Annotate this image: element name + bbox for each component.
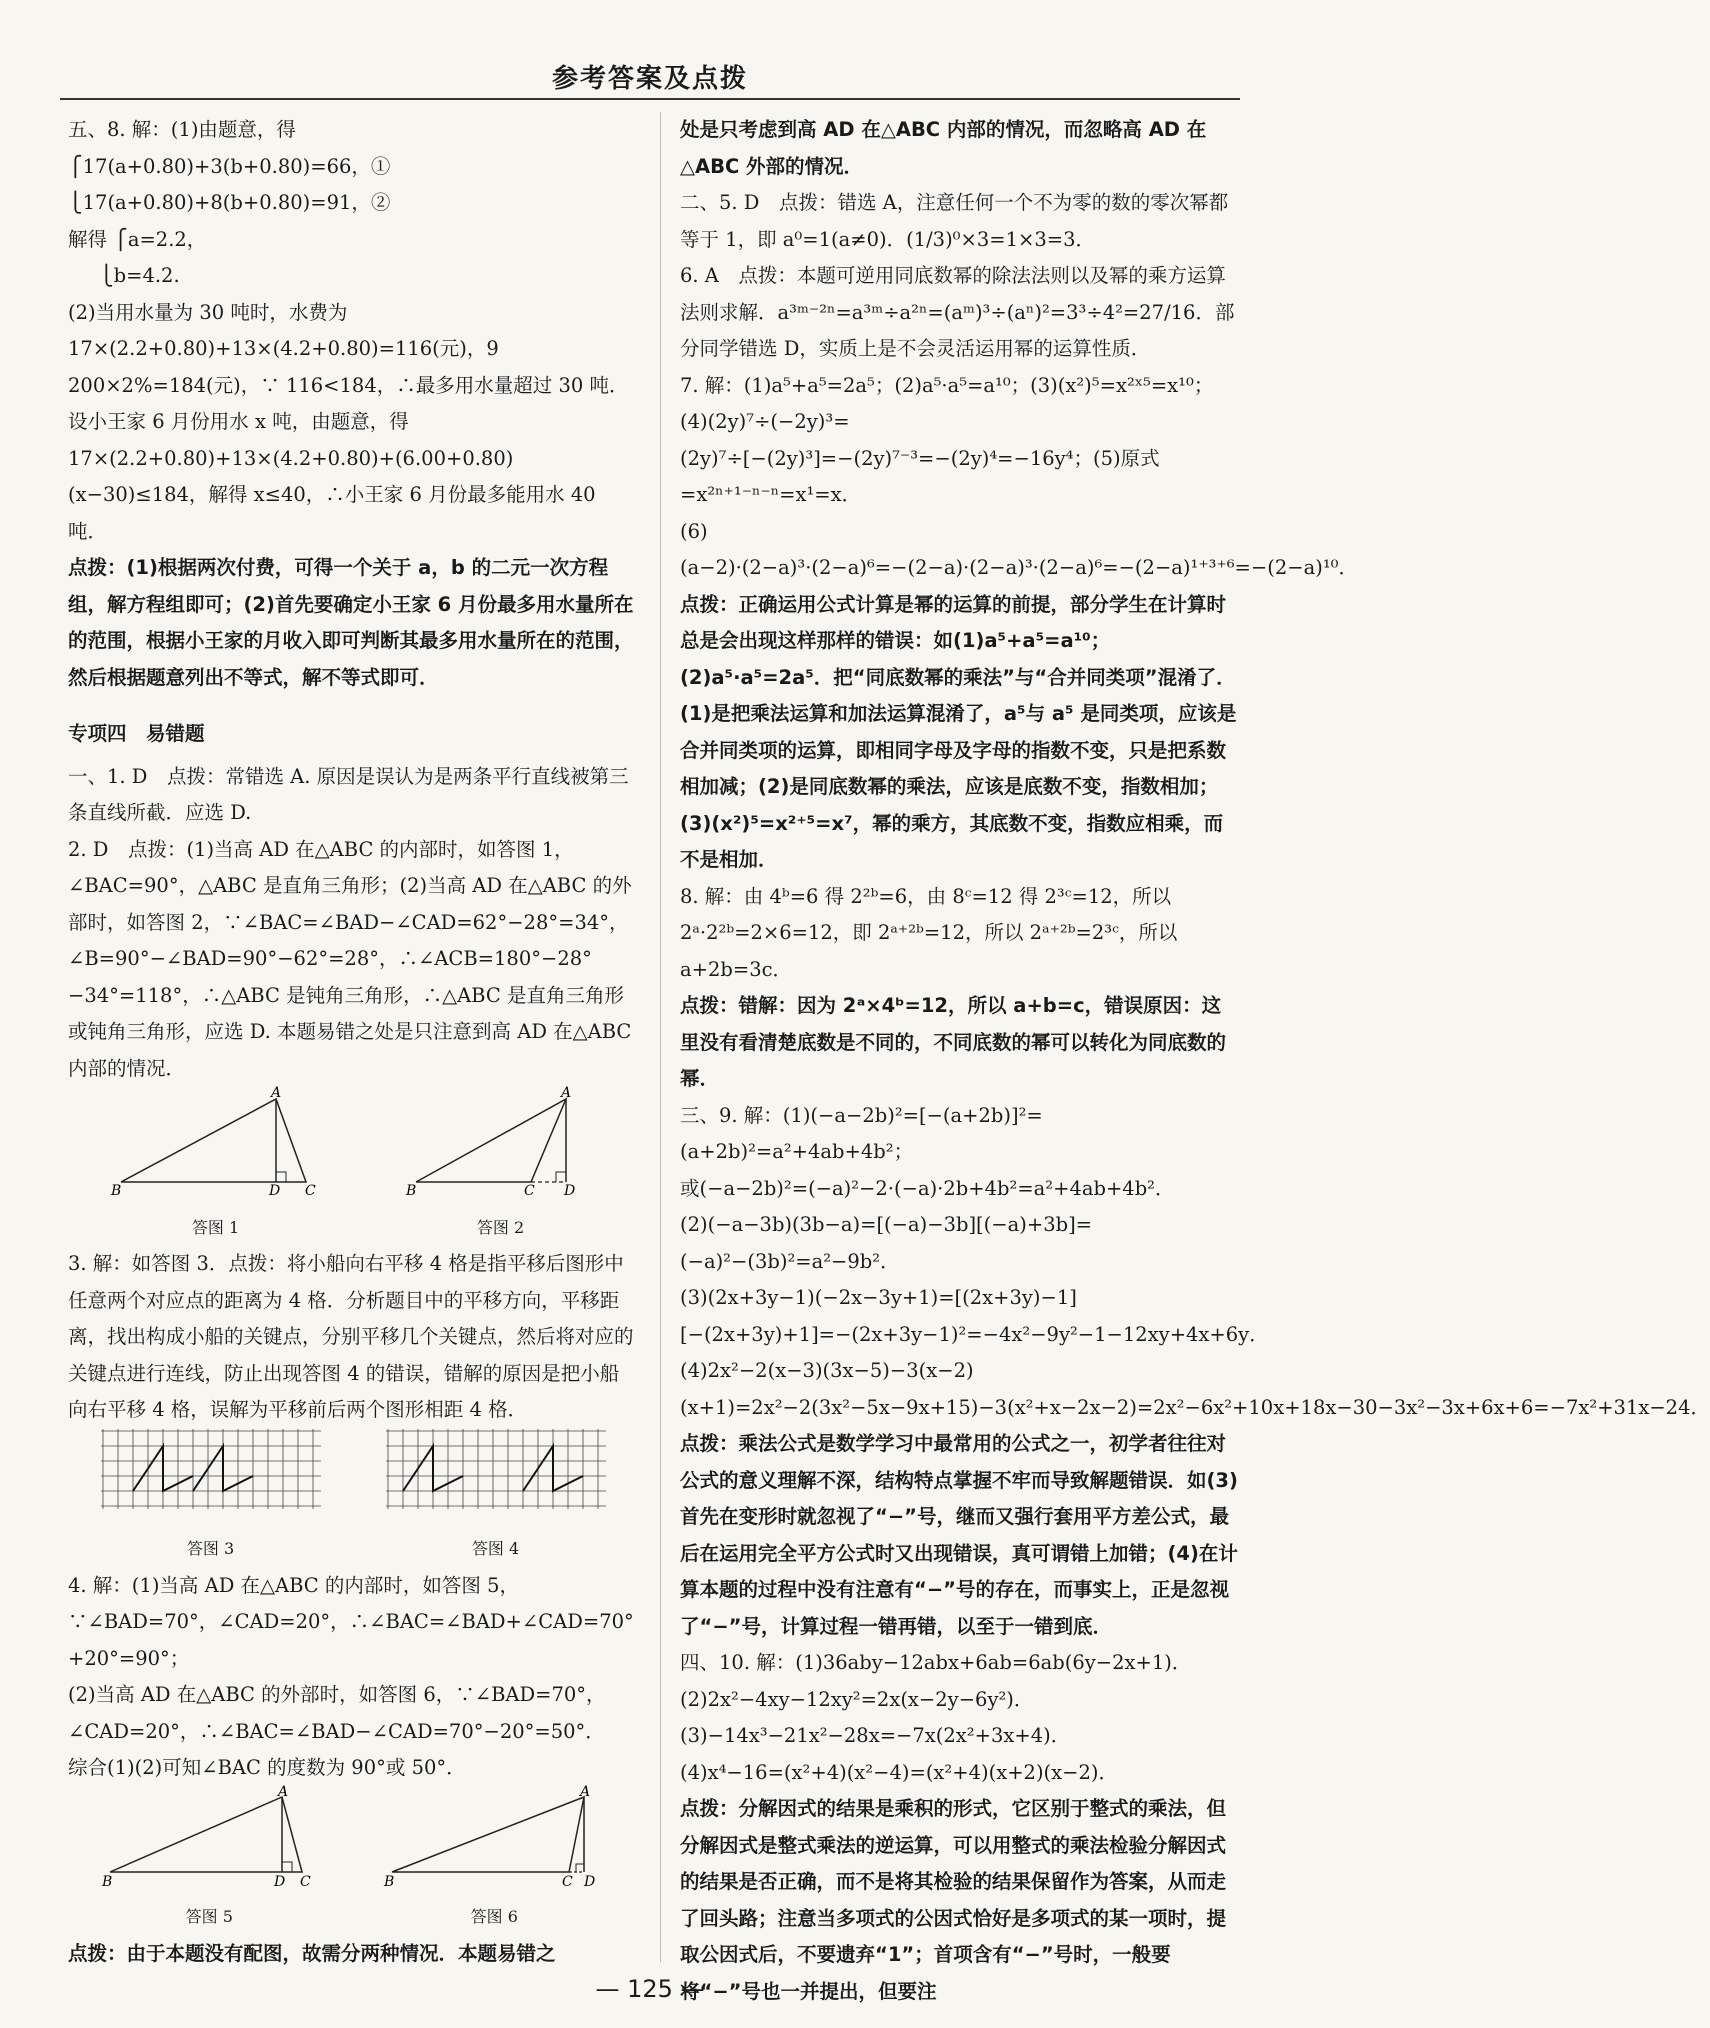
svg-text:A: A — [560, 1085, 571, 1101]
q9-part2: (2)(−a−3b)(3b−a)=[(−a)−3b][(−a)+3b]=(−a)²−(3b)²=a²−9b²． — [680, 1213, 1093, 1273]
q9-hint: 点拨：乘法公式是数学学习中最常用的公式之一，初学者往往对公式的意义理解不深，结构特点掌握不牢而导致解题错误．如(3)首先在变形时就忽视了“−”号，继而又强行套用平方差公式，最后在运用完全平方公式时又出现错误，真可谓错上加错；(4)在计算本题的过程中没有注意有“−”号的存在，而事实上，正是忽视了“−”号，计算过程一错再错，以至于一错到底． — [680, 1432, 1238, 1638]
svg-text:A: A — [580, 1783, 591, 1800]
svg-text:B: B — [101, 1873, 113, 1890]
svg-text:B: B — [384, 1873, 395, 1890]
triangle-figure-6 — [384, 1783, 604, 1890]
q2-answer: 2. D 点拨：(1)当高 AD 在△ABC 的内部时，如答图 1，∠BAC=90°，△ABC 是直角三角形；(2)当高 AD 在△ABC 的外部时，如答图 2，∵∠BAC=∠BAD−∠CAD=62°−28°=34°，∠B=90°−∠BAD=90°−62°=28°，∴∠ACB=180°−28°−34°=118°，∴△ABC 是钝角三角形，∴△ABC 是直角三角形或钝角三角形，应选 D. 本题易错之处是只注意到高 AD 在△ABC 内部的情况． — [68, 837, 638, 1080]
figure-row-3 — [68, 1783, 638, 1936]
svg-text:C: C — [299, 1873, 311, 1890]
figure-4 — [386, 1429, 606, 1568]
svg-text:B: B — [110, 1183, 121, 1199]
svg-text:D: D — [563, 1183, 575, 1199]
q10-part1: 四、10. 解：(1)36aby−12abx+6ab=6ab(6y−2x+1)． — [680, 1651, 1192, 1674]
svg-text:B: B — [405, 1183, 416, 1199]
figure-1 — [111, 1087, 321, 1246]
page-header — [60, 58, 1240, 100]
q8-sol2: ⎩b=4.2. — [68, 264, 180, 287]
q8-sol1: 解得 ⎧a=2.2， — [68, 227, 207, 251]
q4-hint: 点拨：由于本题没有配图，故需分两种情况．本题易错之 — [68, 1941, 556, 1965]
q4-hint-cont: 处是只考虑到高 AD 在△ABC 内部的情况，而忽略高 AD 在△ABC 外部的情况． — [680, 118, 1207, 178]
q8-part2: (2)当用水量为 30 吨时，水费为 17×(2.2+0.80)+13×(4.2+0.80)=116(元)，9 200×2%=184(元)，∵ 116<184，∴最多用水量超过 30 吨．设小王家 6 月份用水 x 吨，由题意，得 17×(2.2+0.80)+13×(4.2+0.80)+(6.00+0.80)(x−30)≤184，解得 x≤40，∴小王家 6 月份最多能用水 40 吨． — [68, 300, 629, 543]
grid-figure-3 — [101, 1429, 321, 1519]
svg-text:A: A — [270, 1085, 281, 1101]
q10-hint: 点拨：分解因式的结果是乘积的形式，它区别于整式的乘法，但分解因式是整式乘法的逆运算，可以用整式的乘法检验分解因式的结果是否正确，而不是将其检验的结果保留作为答案，从而走了回头路；注意当多项式的公因式恰好是多项式的某一项时，提取公因式后，不要遗弃“1”；首项含有“−”号时，一般要将“−”号也一并提出，但要注 — [680, 1797, 1227, 2003]
q10-part3: (3)−14x³−21x²−28x=−7x(2x²+3x+4)． — [680, 1724, 1071, 1747]
q10-part2: (2)2x²−4xy−12xy²=2x(x−2y−6y²)． — [680, 1687, 1034, 1711]
figure-5-caption: 答图 5 — [185, 1907, 233, 1926]
figure-5 — [101, 1783, 317, 1936]
q4-part1: 4. 解：(1)当高 AD 在△ABC 的内部时，如答图 5，∵∠BAD=70°，∠CAD=20°，∴∠BAC=∠BAD+∠CAD=70°+20°=90°； — [68, 1573, 634, 1670]
q3-answer: 3. 解：如答图 3．点拨：将小船向右平移 4 格是指平移后图形中任意两个对应点的距离为 4 格．分析题目中的平移方向，平移距离，找出构成小船的关键点，分别平移几个关键点，然后将对应的关键点进行连线，防止出现答图 4 的错误，错解的原因是把小船向右平移 4 格，误解为平移前后两个图形相距 4 格． — [68, 1252, 634, 1421]
q10-part4: (4)x⁴−16=(x²+4)(x²−4)=(x²+4)(x+2)(x−2)． — [680, 1760, 1119, 1784]
q7-part6: (6)(a−2)·(2−a)³·(2−a)⁶=−(2−a)·(2−a)³·(2−a)⁶=−(2−a)¹⁺³⁺⁶=−(2−a)¹⁰． — [680, 519, 1358, 579]
figure-row-1 — [68, 1087, 638, 1246]
q5-answer: 二、5. D 点拨：错选 A，注意任何一个不为零的数的零次幂都等于 1，即 a⁰=1(a≠0)．(1/3)⁰×3=1×3=3． — [680, 191, 1229, 251]
left-column — [68, 112, 638, 1972]
figure-4-caption: 答图 4 — [471, 1539, 520, 1558]
svg-text:C: C — [304, 1183, 316, 1199]
right-column — [680, 112, 1710, 2010]
triangle-figure-2 — [406, 1087, 596, 1197]
q9-part1-alt: 或(−a−2b)²=(−a)²−2·(−a)·2b+4b²=a²+4ab+4b²． — [680, 1176, 1175, 1200]
q9-part3: (3)(2x+3y−1)(−2x−3y+1)=[(2x+3y)−1][−(2x+3y)+1]=−(2x+3y−1)²=−4x²−9y²−1−12xy+4x+6y． — [680, 1286, 1269, 1346]
svg-text:C: C — [523, 1183, 535, 1199]
header-title: 参考答案及点拨 — [551, 64, 748, 94]
svg-text:D: D — [584, 1873, 596, 1890]
figure-3 — [101, 1429, 321, 1568]
figure-row-2 — [68, 1429, 638, 1568]
page-number: — 125 — — [595, 1975, 705, 2003]
q8-eq2: ⎩17(a+0.80)+8(b+0.80)=91，② — [68, 191, 391, 214]
q7-answer: 7. 解：(1)a⁵+a⁵=2a⁵；(2)a⁵·a⁵=a¹⁰；(3)(x²)⁵=x²ˣ⁵=x¹⁰；(4)(2y)⁷÷(−2y)³=(2y)⁷÷[−(2y)³]=−(2y)⁷⁻³=−(2y)⁴=−16y⁴；(5)原式=x²ⁿ⁺¹⁻ⁿ⁻ⁿ=x¹=x． — [680, 373, 1214, 506]
svg-text:C: C — [562, 1873, 573, 1890]
figure-3-caption: 答图 3 — [186, 1539, 235, 1558]
q4-part2: (2)当高 AD 在△ABC 的外部时，如答图 6，∵∠BAD=70°，∠CAD=20°，∴∠BAC=∠BAD−∠CAD=70°−20°=50°． — [68, 1683, 606, 1743]
q8b-answer: 8. 解：由 4ᵇ=6 得 2²ᵇ=6，由 8ᶜ=12 得 2³ᶜ=12，所以 2ᵃ·2²ᵇ=2×6=12，即 2ᵃ⁺²ᵇ=12，所以 2ᵃ⁺²ᵇ=2³ᶜ，所以 a+2b=3c． — [680, 884, 1184, 981]
figure-6 — [384, 1783, 604, 1936]
figure-1-caption: 答图 1 — [191, 1217, 240, 1237]
svg-text:D: D — [273, 1873, 285, 1890]
svg-text:D: D — [268, 1183, 280, 1199]
q6-answer: 6. A 点拨：本题可逆用同底数幂的除法法则以及幂的乘方运算法则求解．a³ᵐ⁻²ⁿ=a³ᵐ÷a²ⁿ=(aᵐ)³÷(aⁿ)²=3³÷4²=27/16．部分同学错选 D，实质上是不会灵活运用幂的运算性质． — [680, 264, 1235, 360]
section-title: 专项四 易错题 — [68, 722, 205, 745]
svg-text:A: A — [277, 1783, 288, 1800]
column-divider — [660, 112, 661, 1962]
q1-answer: 一、1. D 点拨：常错选 A. 原因是误认为是两条平行直线被第三条直线所截．应选 D. — [68, 764, 629, 824]
triangle-figure-5 — [101, 1783, 317, 1890]
q8b-hint: 点拨：错解：因为 2ᵃ×4ᵇ=12，所以 a+b=c，错误原因：这里没有看清楚底数是不同的，不同底数的幂可以转化为同底数的幂． — [680, 994, 1227, 1090]
q9-part4: (4)2x²−2(x−3)(3x−5)−3(x−2)(x+1)=2x²−2(3x²−5x−9x+15)−3(x²+x−2x−2)=2x²−6x²+10x+18x−30−3x²−3x+6x+6=−7x²+31x−24． — [680, 1359, 1710, 1419]
figure-2-caption: 答图 2 — [476, 1217, 525, 1237]
q4-conclusion: 综合(1)(2)可知∠BAC 的度数为 90°或 50°． — [68, 1756, 466, 1779]
triangle-figure-1 — [111, 1087, 321, 1197]
figure-6-caption: 答图 6 — [470, 1907, 518, 1926]
q8-hint: 点拨：(1)根据两次付费，可得一个关于 a，b 的二元一次方程组，解方程组即可；(2)首先要确定小王家 6 月份最多用水量所在的范围，根据小王家的月收入即可判断其最多用水量所在的范围，然后根据题意列出不等式，解不等式即可． — [68, 556, 634, 689]
figure-2 — [406, 1087, 596, 1246]
q8-eq1: ⎧17(a+0.80)+3(b+0.80)=66，① — [68, 154, 391, 178]
q9-part1: 三、9. 解：(1)(−a−2b)²=[−(a+2b)]²=(a+2b)²=a²+4ab+4b²； — [680, 1103, 1043, 1163]
grid-figure-4 — [386, 1429, 606, 1519]
q7-hint: 点拨：正确运用公式计算是幂的运算的前提，部分学生在计算时总是会出现这样那样的错误：如(1)a⁵+a⁵=a¹⁰；(2)a⁵·a⁵=2a⁵．把“同底数幂的乘法”与“合并同类项”混淆了．(1)是把乘法运算和加法运算混淆了，a⁵与 a⁵ 是同类项，应该是合并同类项的运算，即相同字母及字母的指数不变，只是把系数相加减；(2)是同底数幂的乘法，应该是底数不变，指数相加；(3)(x²)⁵=x²⁺⁵=x⁷，幂的乘方，其底数不变，指数应相乘，而不是相加． — [680, 592, 1237, 871]
q8-intro: 五、8. 解：(1)由题意，得 — [68, 118, 296, 141]
